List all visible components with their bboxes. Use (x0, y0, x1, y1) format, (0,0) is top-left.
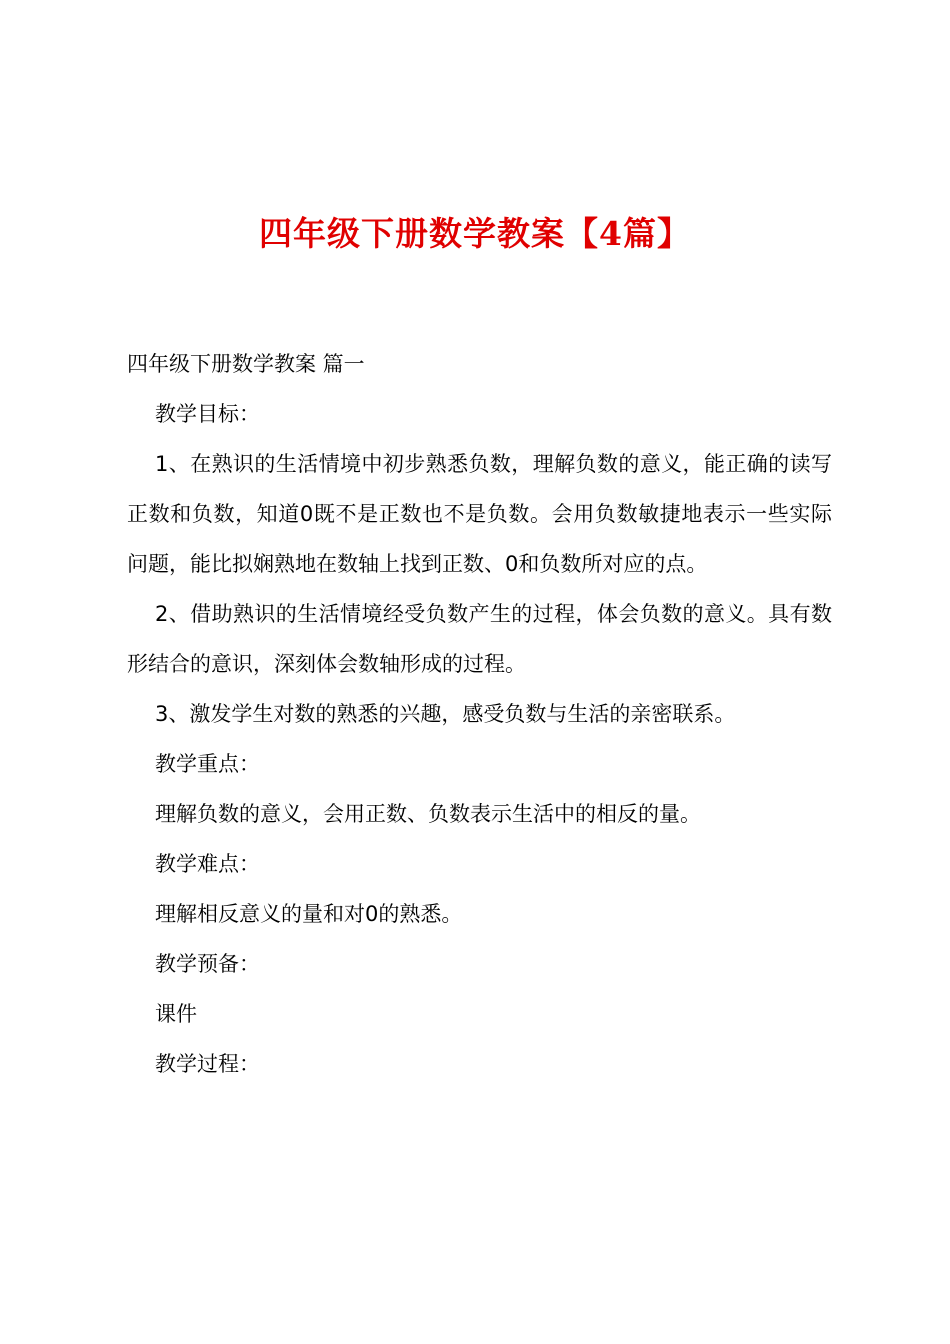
objective-3-paragraph: 3、激发学生对数的熟悉的兴趣，感受负数与生活的亲密联系。 (155, 702, 736, 726)
difficulties-text: 理解相反意义的量和对0的熟悉。 (155, 902, 463, 926)
preparation-text: 课件 (155, 1002, 197, 1026)
document-title: 四年级下册数学教案【4篇】 (259, 214, 691, 253)
section-heading: 四年级下册数学教案 篇一 (127, 352, 365, 376)
objective-1-paragraph: 1、在熟识的生活情境中初步熟悉负数，理解负数的意义，能正确的读写正数和负数，知道0既不是正数也不是负数。会用负数敏捷地表示一些实际问题，能比拟娴熟地在数轴上找到正数、0和负数所对应的点。 (127, 452, 832, 576)
document-body (127, 339, 832, 1089)
process-label: 教学过程： (155, 1052, 260, 1076)
difficulties-label: 教学难点： (155, 852, 260, 876)
key-points-text: 理解负数的意义，会用正数、负数表示生活中的相反的量。 (155, 802, 701, 826)
objective-2-paragraph: 2、借助熟识的生活情境经受负数产生的过程，体会负数的意义。具有数形结合的意识，深刻体会数轴形成的过程。 (127, 602, 832, 676)
preparation-label: 教学预备： (155, 952, 260, 976)
key-points-label: 教学重点： (155, 752, 260, 776)
objectives-label: 教学目标： (155, 402, 260, 426)
